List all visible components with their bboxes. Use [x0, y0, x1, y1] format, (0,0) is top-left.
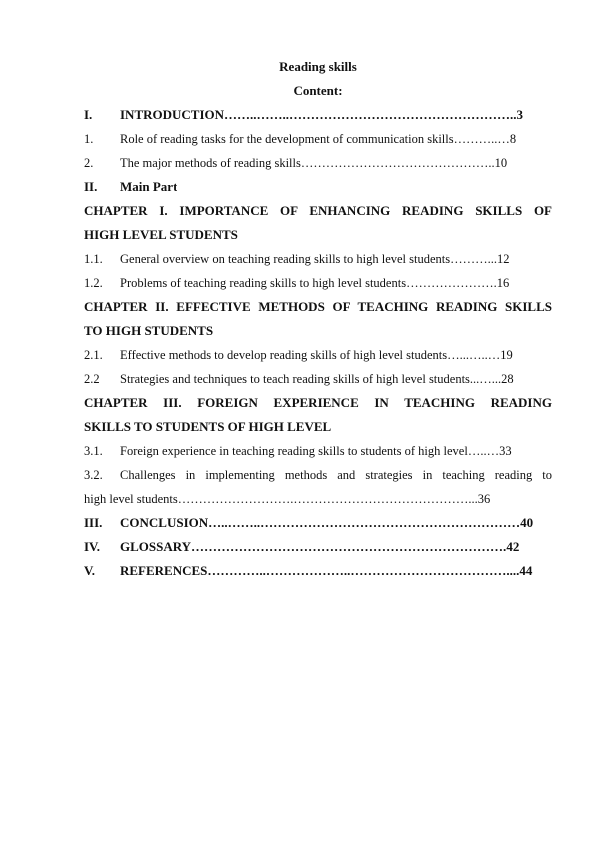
toc-entry-number: 1. [84, 132, 94, 146]
toc-entry-text: Strategies and techniques to teach reading skills of high level students...…... [120, 372, 502, 386]
toc-entry-number: IV. [84, 539, 101, 554]
toc-entry-page: 8 [509, 132, 517, 146]
toc-entry-number: I. [84, 107, 93, 122]
toc-entry-page: 28 [501, 372, 514, 386]
toc-entry-3-1 [84, 439, 552, 463]
chapter-2-heading [84, 295, 552, 343]
toc-entry-text: Foreign experience in teaching reading skills to students of high level…..… [120, 444, 500, 458]
toc-entry-glossary [84, 535, 552, 559]
toc-entry-number: III. [84, 515, 103, 530]
chapter-heading-line: HIGH LEVEL STUDENTS [84, 227, 238, 242]
toc-entry-conclusion [84, 511, 552, 535]
toc-entry-number: 2. [84, 156, 94, 170]
toc-entry-page: 40 [520, 515, 534, 530]
document-title: Reading skills [279, 59, 357, 74]
toc-entry-introduction [84, 103, 552, 127]
toc-entry-page: 3 [516, 107, 524, 122]
toc-entry-page: 33 [499, 444, 512, 458]
toc-entry-3-2 [84, 463, 552, 511]
document-page [84, 55, 552, 583]
toc-entry-text: CONCLUSION…..……..…………………………………………………… [120, 515, 521, 530]
toc-entry-references [84, 559, 552, 583]
toc-entry-text: Challenges in implementing methods and strategies in teaching reading to [120, 468, 552, 482]
toc-entry-number: V. [84, 563, 95, 578]
toc-entry-number: 1.2. [84, 276, 103, 290]
toc-entry-number: 1.1. [84, 252, 103, 266]
toc-entry-number: II. [84, 179, 98, 194]
toc-entry-number: 3.1. [84, 444, 103, 458]
toc-entry-text: Effective methods to develop reading skills of high level students…...…..… [120, 348, 501, 362]
chapter-heading-line: SKILLS TO STUDENTS OF HIGH LEVEL [84, 419, 332, 434]
toc-entry-text-continued: high level students……………………….……………………………………... [84, 492, 478, 506]
chapter-heading-line: CHAPTER III. FOREIGN EXPERIENCE IN TEACHING READING [84, 395, 552, 410]
toc-entry-text: Main Part [120, 179, 178, 194]
toc-entry-page: 10 [494, 156, 508, 170]
toc-entry-page: 44 [519, 563, 533, 578]
toc-entry-text: Role of reading tasks for the development of communication skills………..… [120, 132, 510, 146]
toc-entry-page: 42 [506, 539, 520, 554]
toc-entry-page: 16 [496, 276, 510, 290]
toc-entry-text: General overview on teaching reading skills to high level students………... [120, 252, 497, 266]
toc-entry-number: 2.1. [84, 348, 103, 362]
toc-entry-text: REFERENCES…………..………………..……………………………….... [120, 563, 520, 578]
toc-entry-number: 2.2 [84, 372, 100, 386]
toc-entry-page: 36 [477, 492, 491, 506]
chapter-3-heading [84, 391, 552, 439]
toc-entry-1 [84, 127, 552, 151]
toc-entry-number: 3.2. [84, 468, 103, 482]
contents-heading: Content: [293, 83, 343, 98]
toc-entry-page: 19 [500, 348, 513, 362]
toc-entry-2-2 [84, 367, 552, 391]
toc-entry-2-1 [84, 343, 552, 367]
toc-entry-main-part [84, 175, 552, 199]
toc-entry-1-2 [84, 271, 552, 295]
toc-entry-text: INTRODUCTION……..……..…………………………………………….. [120, 107, 517, 122]
toc-entry-text: GLOSSARY………………………………………………………………. [120, 539, 507, 554]
chapter-heading-line: CHAPTER I. IMPORTANCE OF ENHANCING READING SKILLS OF [84, 203, 552, 218]
chapter-heading-line: TO HIGH STUDENTS [84, 323, 214, 338]
toc-entry-text: Problems of teaching reading skills to high level students…………………. [120, 276, 497, 290]
chapter-heading-line: CHAPTER II. EFFECTIVE METHODS OF TEACHING READING SKILLS [84, 299, 552, 314]
chapter-1-heading [84, 199, 552, 247]
toc-entry-2 [84, 151, 552, 175]
toc-entry-1-1 [84, 247, 552, 271]
toc-entry-page: 12 [497, 252, 510, 266]
toc-entry-text: The major methods of reading skills……………………………………….. [120, 156, 495, 170]
